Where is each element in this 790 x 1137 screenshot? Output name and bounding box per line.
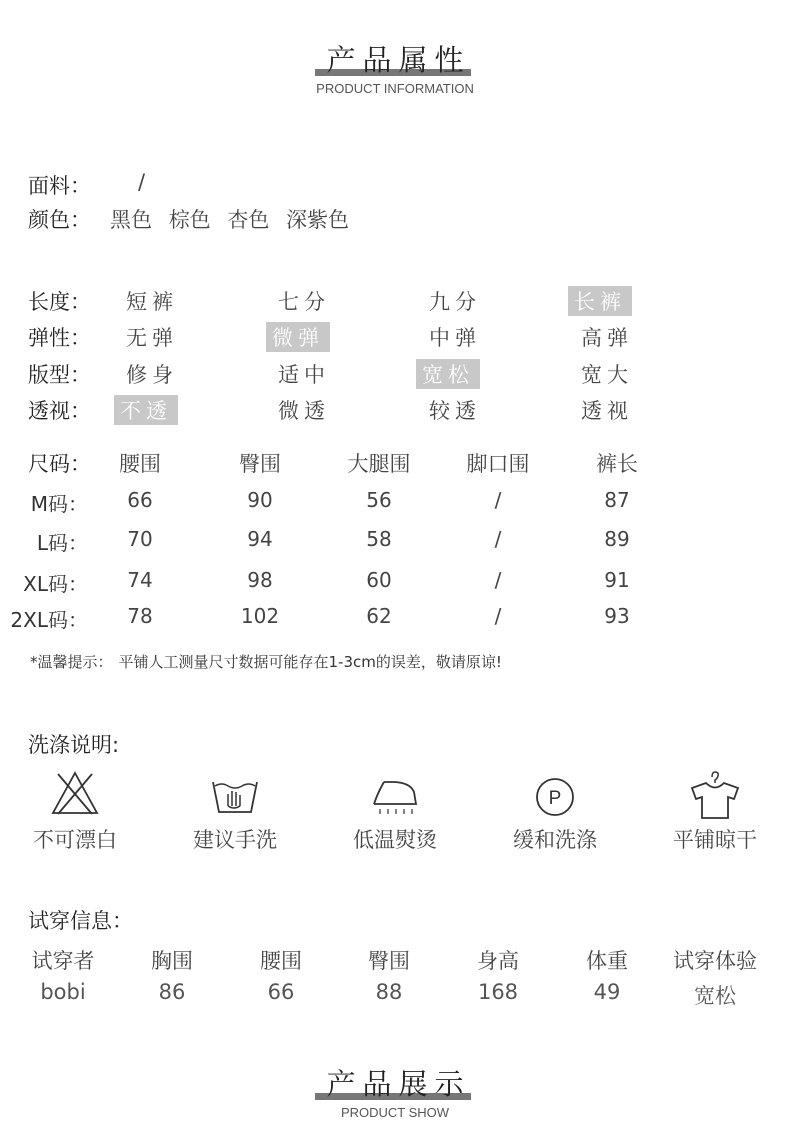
dry-clean-symbol: P — [548, 788, 562, 809]
color-option: 深紫色 — [286, 208, 350, 232]
attr-option: 较透 — [429, 399, 481, 423]
tryon-value: 66 — [267, 980, 295, 1004]
note-prefix: *温馨提示： — [30, 653, 113, 671]
size-cell: 90 — [247, 488, 273, 512]
size-cell: 62 — [366, 604, 392, 628]
attr-option: 七分 — [278, 290, 330, 314]
care-text: 平铺晾干 — [673, 828, 757, 852]
size-cell: 56 — [366, 488, 392, 512]
size-cell: 98 — [247, 568, 273, 592]
color-label: 颜色： — [28, 208, 91, 232]
attr-option: 适中 — [278, 363, 330, 387]
attr-option: 不透 — [114, 395, 178, 425]
tryon-header: 体重 — [586, 949, 628, 973]
size-header: 大腿围 — [347, 452, 411, 476]
size-cell: 89 — [604, 527, 630, 551]
attr-option: 透视 — [581, 399, 633, 423]
size-cell: 74 — [127, 568, 153, 592]
attr-option: 微透 — [278, 399, 330, 423]
size-header: 脚口围 — [466, 452, 530, 476]
care-text: 建议手洗 — [193, 828, 277, 852]
section-subtitle: PRODUCT SHOW — [340, 1105, 450, 1120]
attr-option: 九分 — [429, 290, 481, 314]
color-list — [110, 204, 349, 234]
product-info-header — [0, 38, 790, 96]
attr-option: 微弹 — [266, 322, 330, 352]
section-title: 产品属性 — [319, 38, 470, 79]
product-show-header — [0, 1062, 790, 1120]
attr-label-elasticity: 弹性： — [28, 326, 91, 350]
size-cell: 78 — [127, 604, 153, 628]
attr-option: 长裤 — [568, 286, 632, 316]
size-header: 裤长 — [596, 452, 638, 476]
attr-option: 中弹 — [429, 326, 481, 350]
size-name: M码： — [30, 492, 88, 516]
tryon-value: 88 — [375, 980, 403, 1004]
no-bleach-icon — [50, 770, 100, 816]
tryon-header: 腰围 — [260, 949, 302, 973]
size-cell: / — [494, 568, 502, 592]
section-subtitle: PRODUCT INFORMATION — [316, 81, 474, 96]
color-option: 黑色 — [110, 208, 152, 232]
size-header: 臀围 — [239, 452, 281, 476]
attr-option: 无弹 — [126, 326, 178, 350]
size-cell: / — [494, 527, 502, 551]
fabric-value: / — [138, 170, 146, 194]
color-option: 棕色 — [168, 208, 211, 232]
attr-option: 宽松 — [416, 359, 480, 389]
note-text: 平铺人工测量尺寸数据可能存在1-3cm的误差，敬请原谅! — [118, 653, 502, 671]
size-name: 2XL码： — [10, 608, 88, 632]
attr-label-length: 长度： — [28, 290, 91, 314]
attr-label-fit: 版型： — [28, 363, 91, 387]
tryon-header: 身高 — [477, 949, 519, 973]
care-text: 不可漂白 — [33, 828, 117, 852]
flat-dry-icon — [688, 770, 742, 820]
tryon-value: 168 — [477, 980, 519, 1004]
attr-option: 宽大 — [581, 363, 633, 387]
size-cell: 93 — [604, 604, 630, 628]
size-cell: 91 — [604, 568, 630, 592]
tryon-header: 臀围 — [368, 949, 410, 973]
size-cell: 66 — [127, 488, 153, 512]
size-cell: 70 — [127, 527, 153, 551]
attr-option: 修身 — [126, 363, 178, 387]
size-cell: 94 — [247, 527, 273, 551]
tryon-value: 49 — [593, 980, 621, 1004]
tryon-header: 试穿体验 — [673, 949, 757, 973]
tryon-value: bobi — [40, 980, 86, 1004]
fabric-label: 面料： — [28, 174, 91, 198]
size-cell: 102 — [240, 604, 280, 628]
care-label: 洗涤说明: — [28, 733, 120, 757]
care-item-gentle-wash — [480, 770, 630, 854]
care-item-flat-dry — [640, 770, 790, 854]
care-item-low-temp-iron — [320, 770, 470, 854]
size-name: L码： — [36, 531, 88, 555]
section-title: 产品展示 — [319, 1062, 470, 1103]
tryon-value: 宽松 — [694, 984, 736, 1008]
tryon-value: 86 — [158, 980, 186, 1004]
care-text: 低温熨烫 — [353, 828, 437, 852]
size-cell: 60 — [366, 568, 392, 592]
tryon-header: 试穿者 — [31, 949, 95, 973]
care-item-hand-wash — [160, 770, 310, 854]
tryon-header: 胸围 — [151, 949, 193, 973]
gentle-dry-clean-icon — [530, 770, 580, 816]
size-header: 腰围 — [119, 452, 161, 476]
attr-option: 高弹 — [581, 326, 633, 350]
measure-note — [30, 651, 502, 672]
care-text: 缓和洗涤 — [513, 828, 597, 852]
color-option: 杏色 — [227, 208, 270, 232]
size-cell: 58 — [366, 527, 392, 551]
care-item-no-bleach — [0, 770, 150, 854]
attr-option: 短裤 — [126, 290, 178, 314]
size-cell: / — [494, 488, 502, 512]
attr-label-sheerness: 透视： — [28, 399, 91, 423]
size-cell: / — [494, 604, 502, 628]
size-label: 尺码： — [28, 452, 91, 476]
size-name: XL码： — [23, 572, 88, 596]
size-cell: 87 — [604, 488, 630, 512]
tryon-label: 试穿信息： — [28, 909, 133, 933]
hand-wash-icon — [210, 770, 260, 816]
low-temp-iron-icon — [370, 770, 420, 816]
